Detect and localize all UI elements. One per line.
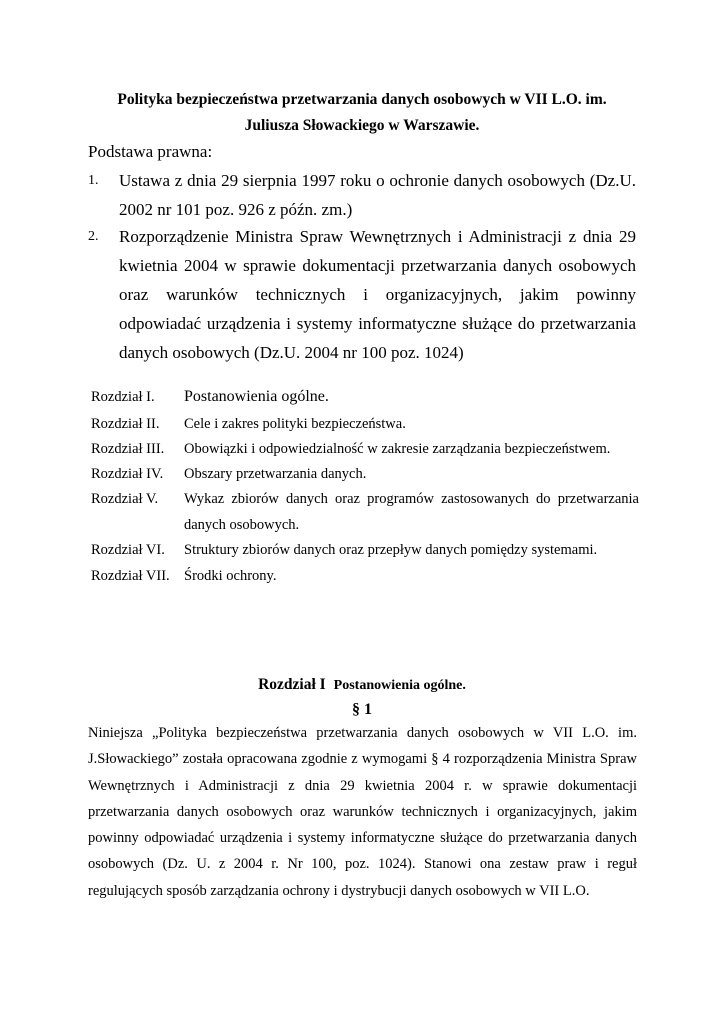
toc-chapter-label: Rozdział VI. — [91, 542, 165, 558]
toc-entry — [91, 411, 639, 437]
legal-basis-text: Ustawa z dnia 29 sierpnia 1997 roku o ochronie danych osobowych (Dz.U. 2002 nr 101 poz. 926 z późn. zm.) — [119, 171, 636, 219]
chapter-heading-title: Postanowienia ogólne. — [333, 678, 466, 693]
toc-chapter-title: Środki ochrony. — [184, 568, 277, 584]
legal-basis-number: 1. — [88, 173, 99, 188]
toc-chapter-title: Cele i zakres polityki bezpieczeństwa. — [184, 416, 406, 432]
chapter-heading — [88, 672, 636, 699]
toc-chapter-title: Obszary przetwarzania danych. — [184, 466, 367, 482]
legal-basis-number: 2. — [88, 229, 99, 244]
toc-entry — [91, 563, 639, 589]
paragraph-sign: § 1 — [352, 701, 372, 718]
toc-entry — [91, 436, 639, 462]
toc-chapter-label: Rozdział VII. — [91, 568, 170, 584]
toc-chapter-label: Rozdział IV. — [91, 466, 164, 482]
toc-chapter-label: Rozdział I. — [91, 389, 155, 405]
toc-chapter-title: Wykaz zbiorów danych oraz programów zastosowanych do przetwarzania danych osobowych. — [184, 491, 639, 533]
document-title-line-2: Juliusza Słowackiego w Warszawie. — [244, 117, 480, 134]
toc-chapter-title: Struktury zbiorów danych oraz przepływ danych pomiędzy systemami. — [184, 542, 598, 558]
document-title-line-1: Polityka bezpieczeństwa przetwarzania danych osobowych w VII L.O. im. — [117, 91, 607, 108]
legal-basis-label: Podstawa prawna: — [88, 142, 213, 161]
toc-chapter-label: Rozdział II. — [91, 416, 160, 432]
chapter-body-text: Niniejsza „Polityka bezpieczeństwa przetwarzania danych osobowych w VII L.O. im. J.Słowackiego” została opracowana zgodnie z wymogami § 4 rozporządzenia Ministra Spraw Wewnętrznych i Administracji z dnia 29 kwietnia 2004 r. w sprawie dokumentacji przetwarzania danych osobowych oraz warunków technicznych i organizacyjnych, jakim powinny odpowiadać urządzenia i systemy informatyczne służące do przetwarzania danych osobowych (Dz. U. z 2004 r. Nr 100, poz. 1024). Stanowi ona zestaw praw i reguł regulujących sposób zarządzania ochrony i dystrybucji danych osobowych w VII L.O. — [88, 725, 637, 899]
toc-entry — [91, 486, 639, 538]
legal-basis-item — [88, 222, 636, 367]
toc-entry — [91, 384, 639, 410]
toc-chapter-label: Rozdział III. — [91, 441, 165, 457]
toc-chapter-title: Postanowienia ogólne. — [184, 388, 329, 405]
chapter-heading-label: Rozdział I — [258, 676, 326, 693]
legal-basis-text: Rozporządzenie Ministra Spraw Wewnętrznych i Administracji z dnia 29 kwietnia 2004 w sprawie dokumentacji przetwarzania danych osobowych oraz warunków technicznych i organizacyjnych, jakim powinny odpowiadać urządzenia i systemy informatyczne służące do przetwarzania danych osobowych (Dz.U. 2004 nr 100 poz. 1024) — [119, 227, 636, 362]
legal-basis-item — [88, 166, 636, 224]
toc-entry — [91, 461, 639, 487]
toc-chapter-label: Rozdział V. — [91, 491, 159, 507]
toc-entry — [91, 537, 639, 563]
toc-chapter-title: Obowiązki i odpowiedzialność w zakresie zarządzania bezpieczeństwem. — [184, 441, 611, 457]
